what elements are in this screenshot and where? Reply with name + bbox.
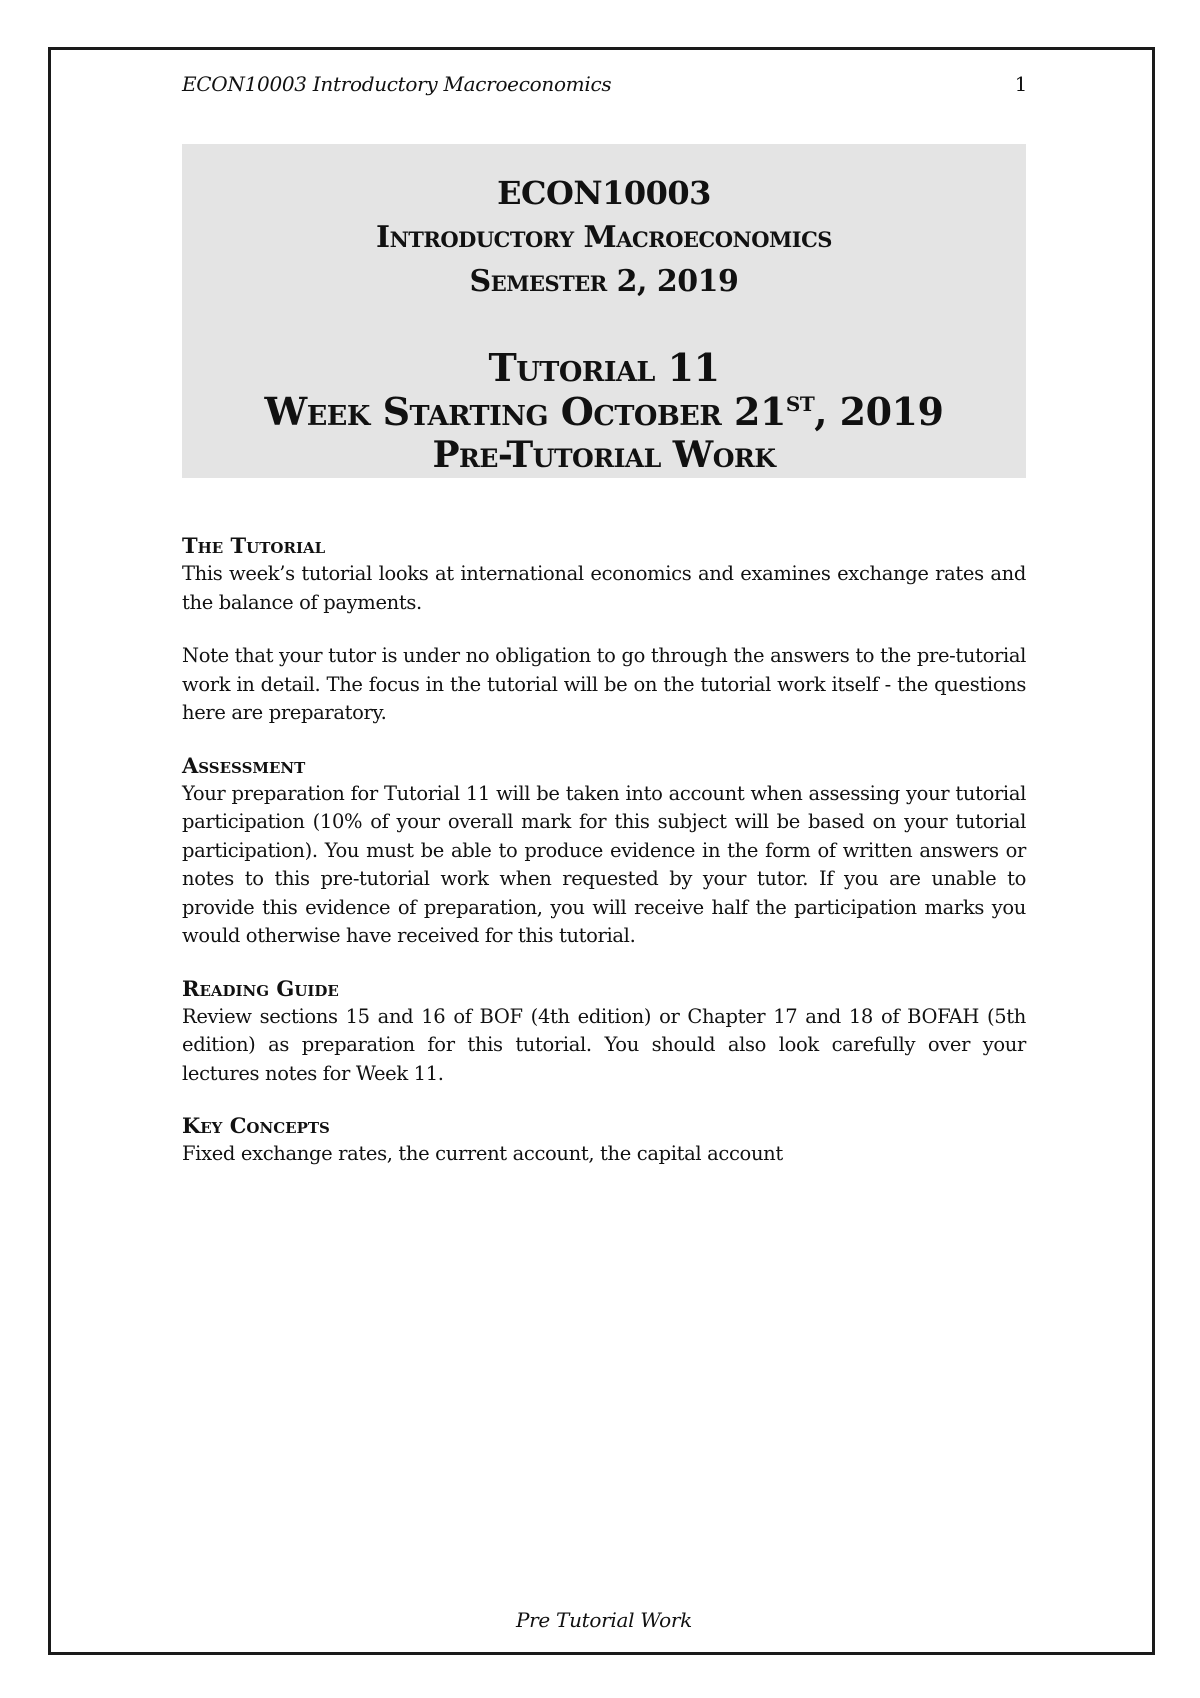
- reading-guide-paragraph: Review sections 15 and 16 of BOF (4th edition) or Chapter 17 and 18 of BOFAH (5th edition) as preparation for this tutorial. You should also look carefully over your lectures notes for Week 11.: [182, 1004, 1026, 1085]
- tutorial-intro-paragraph: This week’s tutorial looks at international economics and examines exchange rates and the balance of payments.: [182, 562, 1026, 614]
- week-starting-line: [182, 389, 1026, 434]
- semester-line: Semester 2, 2019: [469, 264, 739, 299]
- header-course-title: ECON10003 Introductory Macroeconomics: [182, 72, 612, 96]
- tutorial-note-paragraph: Note that your tutor is under no obligation to go through the answers to the pre-tutorial work in detail. The focus in the tutorial will be on the tutorial work itself - the questions here are preparatory.: [182, 644, 1026, 724]
- tutorial-number: Tutorial 11: [488, 345, 720, 390]
- page-number: 1: [1014, 72, 1027, 96]
- week-ordinal-suffix: ST: [785, 392, 815, 416]
- section-heading-key-concepts: Key Concepts: [182, 1113, 330, 1138]
- assessment-paragraph: Your preparation for Tutorial 11 will be taken into account when assessing your tutorial participation (10% of your overall mark for this subject will be based on your tutorial participation). You must be able to produce evidence in the form of written answers or notes to this pre-tutorial work when requested by your tutor. If you are unable to provide this evidence of preparation, you will receive half the participation marks you would otherwise have received for this tutorial.: [182, 781, 1026, 947]
- course-name: Introductory Macroeconomics: [376, 220, 832, 255]
- week-prefix: Week Starting October 21: [264, 389, 786, 434]
- section-heading-tutorial: The Tutorial: [182, 533, 326, 558]
- page-footer: Pre Tutorial Work: [516, 1608, 692, 1632]
- running-header: [182, 72, 1027, 102]
- course-code: ECON10003: [497, 174, 711, 212]
- document-subtitle: Pre-Tutorial Work: [432, 434, 776, 476]
- section-heading-reading-guide: Reading Guide: [182, 975, 339, 1001]
- section-heading-assessment: Assessment: [182, 752, 306, 778]
- title-box: [182, 144, 1026, 478]
- week-year: , 2019: [814, 389, 944, 434]
- key-concepts-paragraph: Fixed exchange rates, the current account, the capital account: [182, 1142, 783, 1165]
- document-body: [182, 532, 1026, 1169]
